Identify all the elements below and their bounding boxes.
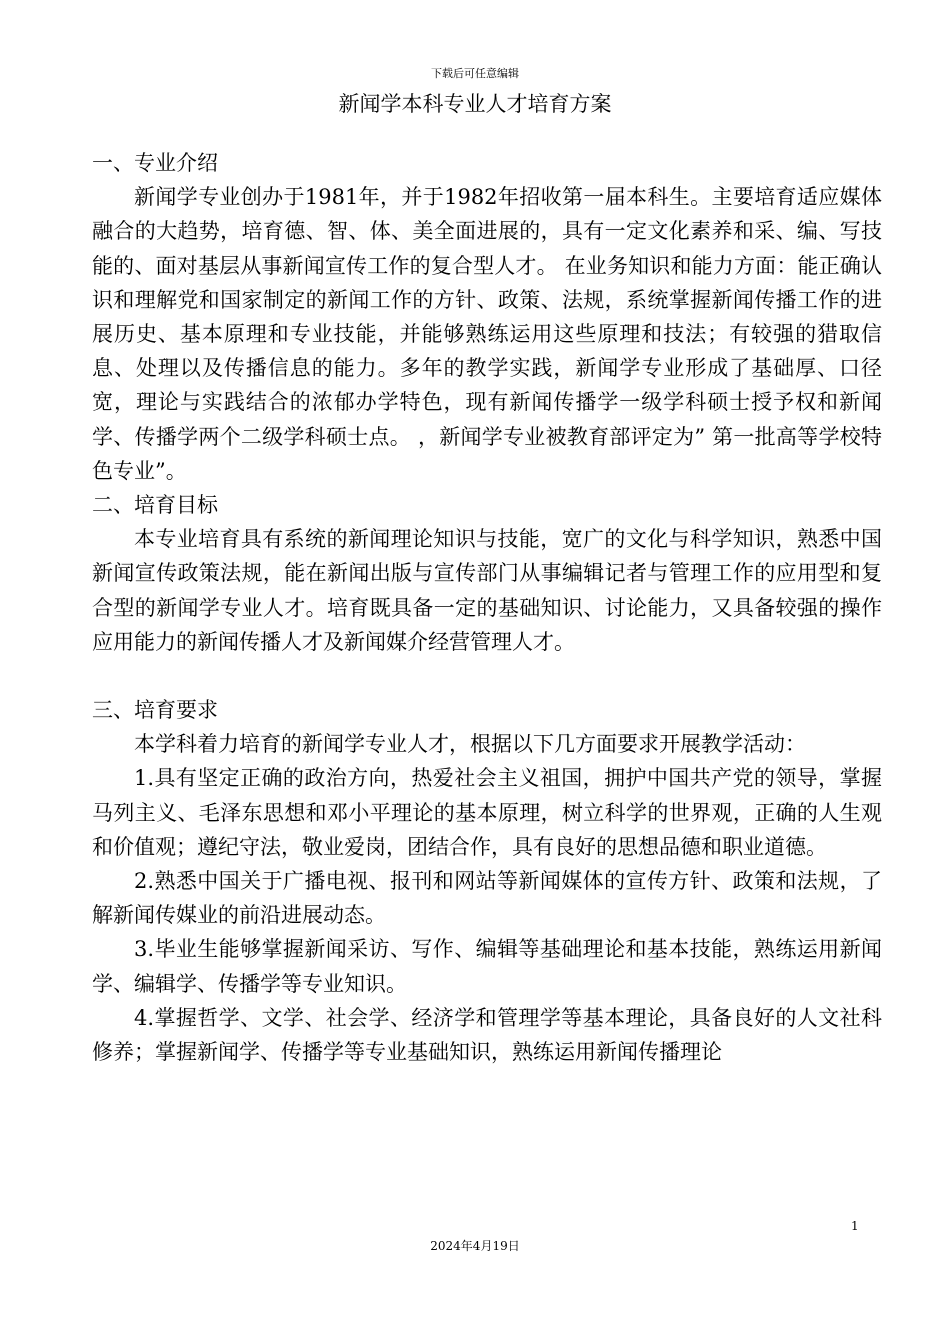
section-paragraph: 本专业培育具有系统的新闻理论知识与技能，宽广的文化与科学知识，熟悉中国新闻宣传政策法规，能在新闻出版与宣传部门从事编辑记者与管理工作的应用型和复合型的新闻学专业人才。培育既具备一定的基础知识、讨论能力，又具备较强的操作应用能力的新闻传播人才及新闻媒介经营管理人才。 xyxy=(92,527,882,654)
document-body xyxy=(92,146,882,1069)
requirement-item-2: 2.熟悉中国关于广播电视、报刊和网站等新闻媒体的宣传方针、政策和法规，了解新闻传媒业的前沿进展动态。 xyxy=(92,869,882,928)
page-number: 1 xyxy=(851,1219,859,1233)
document-title: 新闻学本科专业人才培育方案 xyxy=(338,92,612,116)
section-paragraph: 新闻学专业创办于1981年，并于1982年招收第一届本科生。主要培育适应媒体融合的大趋势，培育德、智、体、美全面进展的，具有一定文化素养和采、编、写技能的、面对基层从事新闻宣传工作的复合型人才。 在业务知识和能力方面：能正确认识和理解党和国家制定的新闻工作的方针、政策、法规，系统掌握新闻传播工作的进展历史、基本原理和专业技能，并能够熟练运用这些原理和技法；有较强的猎取信息、处理以及传播信息的能力。多年的教学实践，新闻学专业形成了基础厚、口径宽，理论与实践结合的浓郁办学特色，现有新闻传播学一级学科硕士授予权和新闻学、传播学两个二级学科硕士点。 ，新闻学专业被教育部评定为” 第一批高等学校特色专业”。 xyxy=(92,185,882,483)
footer-date: 2024年4月19日 xyxy=(430,1239,520,1253)
section-heading-goals: 二、培育目标 xyxy=(92,493,218,518)
section-heading-requirements: 三、培育要求 xyxy=(92,698,218,723)
requirement-item-1: 1.具有坚定正确的政治方向，热爱社会主义祖国，拥护中国共产党的领导，掌握马列主义、毛泽东思想和邓小平理论的基本原理，树立科学的世界观，正确的人生观和价值观；遵纪守法，敬业爱岗，团结合作，具有良好的思想品德和职业道德。 xyxy=(92,766,882,859)
section-heading-intro: 一、专业介绍 xyxy=(92,151,218,175)
requirement-item-4: 4.掌握哲学、文学、社会学、经济学和管理学等基本理论，具备良好的人文社科修养；掌握新闻学、传播学等专业基础知识，熟练运用新闻传播理论 xyxy=(92,1005,882,1065)
header-note: 下载后可任意编辑 xyxy=(431,67,519,80)
requirement-item-3: 3.毕业生能够掌握新闻采访、写作、编辑等基础理论和基本技能，熟练运用新闻学、编辑学、传播学等专业知识。 xyxy=(92,937,882,996)
section-paragraph: 本学科着力培育的新闻学专业人才，根据以下几方面要求开展教学活动： xyxy=(134,732,806,757)
paragraph-spacer xyxy=(92,659,882,693)
